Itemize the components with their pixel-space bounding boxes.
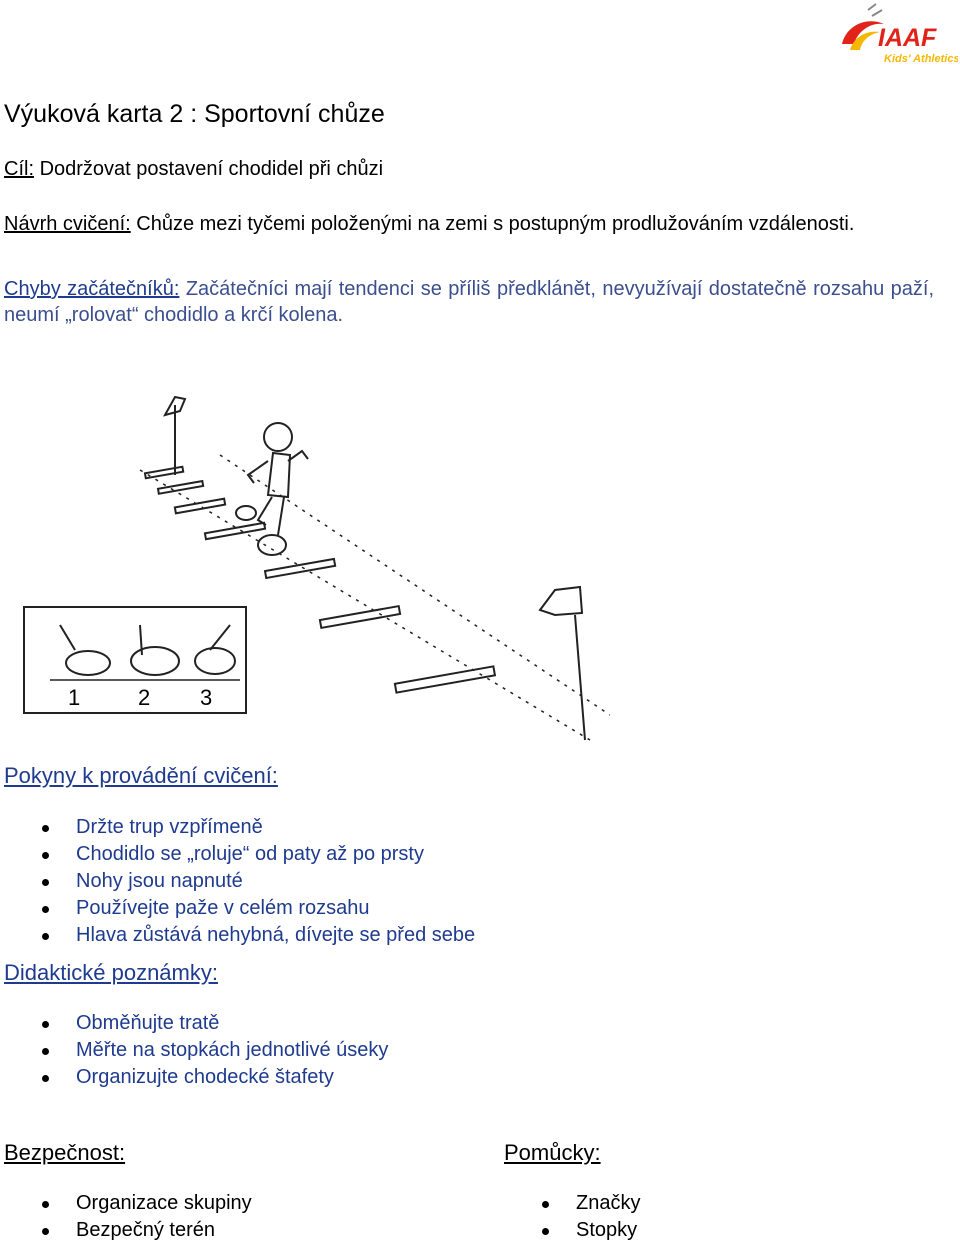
list-item: Obměňujte tratě [4,1010,388,1037]
notes-list [4,1010,388,1091]
goal [4,158,383,181]
step-label-1: 1 [68,685,81,710]
illustration-drawing [10,375,610,745]
exercise-proposal [4,211,934,237]
iaaf-logo-icon [832,2,958,68]
walking-exercise-illustration [10,375,610,745]
equipment-list [504,1190,640,1244]
list-item: Organizujte chodecké štafety [4,1064,388,1091]
list-item: Chodidlo se „roluje“ od paty až po prsty [4,841,475,868]
mistakes-text: Začátečníci mají tendenci se příliš předklánět, nevyužívají dostatečně rozsahu paží, neumí „rolovat“ chodidlo a krčí kolena. [4,278,935,326]
list-item: Hlava zůstává nehybná, dívejte se před sebe [4,922,475,949]
list-item: Bezpečný terén [4,1217,252,1244]
page-title: Výuková karta 2 : Sportovní chůze [4,100,385,128]
svg-text:IAAF: IAAF [878,24,937,52]
equipment-heading: Pomůcky: [504,1140,601,1165]
proposal-label: Návrh cvičení: [4,213,131,235]
notes-heading: Didaktické poznámky: [4,960,218,985]
mistakes-label: Chyby začátečníků: [4,278,180,300]
safety-list [4,1190,252,1244]
svg-text:Kids' Athletics: Kids' Athletics [884,53,958,65]
list-item: Nohy jsou napnuté [4,868,475,895]
list-item: Používejte paže v celém rozsahu [4,895,475,922]
instructions-list [4,814,475,949]
proposal-text: Chůze mezi tyčemi položenými na zemi s postupným prodlužováním vzdálenosti. [136,213,855,235]
goal-label: Cíl: [4,158,34,180]
list-item: Stopky [504,1217,640,1244]
list-item: Značky [504,1190,640,1217]
step-label-3: 3 [200,685,213,710]
instructions-heading: Pokyny k provádění cvičení: [4,763,278,788]
goal-text: Dodržovat postavení chodidel při chůzi [39,158,384,180]
list-item: Držte trup vzpřímeně [4,814,475,841]
beginner-mistakes [4,276,934,328]
iaaf-logo [832,2,958,68]
step-label-2: 2 [138,685,151,710]
list-item: Měřte na stopkách jednotlivé úseky [4,1037,388,1064]
list-item: Organizace skupiny [4,1190,252,1217]
safety-heading: Bezpečnost: [4,1140,126,1165]
